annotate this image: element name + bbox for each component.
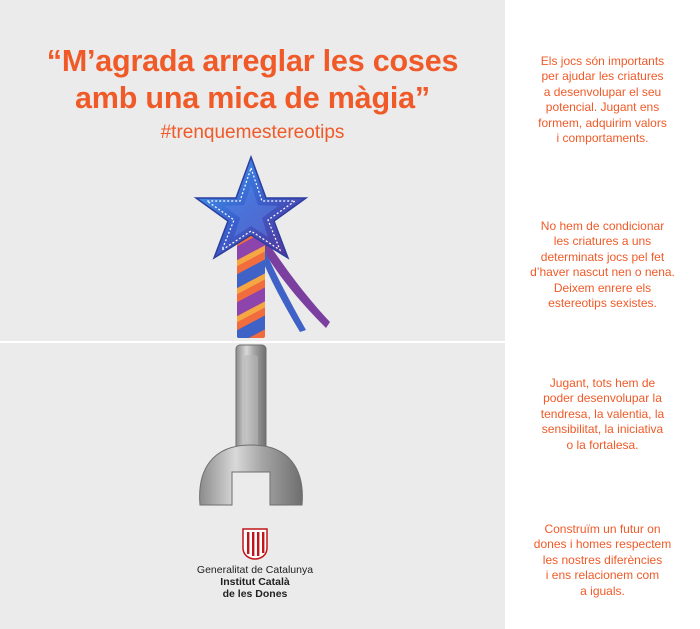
paragraph-4 — [505, 522, 700, 599]
generalitat-logo-icon — [242, 528, 268, 560]
paragraph-line: estereotips sexistes. — [548, 296, 657, 311]
org-name-line-1: Generalitat de Catalunya — [196, 564, 314, 576]
paragraph-line: d’haver nascut nen o nena. — [530, 265, 675, 280]
paragraph-line: Els jocs són importants — [540, 54, 665, 68]
organization-logo — [190, 528, 320, 600]
paragraph-line: sensibilitat, la iniciativa — [541, 422, 664, 437]
paragraph-3 — [505, 376, 700, 453]
org-name-line-2: Institut Català — [220, 576, 290, 588]
paragraph-line: Jugant, tots hem de — [549, 376, 656, 390]
paragraph-line: potencial. Jugant ens — [545, 100, 660, 115]
paragraph-line: per ajudar les criatures — [541, 69, 664, 84]
paragraph-line: o la fortalesa. — [566, 437, 639, 452]
org-name-line-3: de les Dones — [222, 588, 288, 600]
paragraph-2 — [505, 219, 700, 311]
paragraph-line: i ens relacionem com — [545, 568, 660, 583]
hashtag: #trenquemestereotips — [160, 122, 345, 143]
paragraph-line: determinats jocs pel fet — [540, 249, 665, 264]
paragraph-line: a desenvolupar el seu — [543, 84, 662, 99]
paragraph-line: a iguals. — [580, 583, 625, 598]
paragraph-line: les criatures a uns — [553, 234, 652, 249]
paragraph-line: Deixem enrere els — [553, 280, 652, 295]
paragraph-line: poder desenvolupar la — [543, 391, 662, 406]
wrench-icon — [200, 345, 303, 505]
paragraph-line: i comportaments. — [556, 131, 649, 146]
paragraph-line: Construïm un futur on — [544, 522, 661, 536]
paragraph-1 — [505, 54, 700, 146]
wand-ribbons — [256, 234, 330, 332]
headline-line-1: “M’agrada arreglar les coses — [46, 44, 459, 78]
paragraph-line: No hem de condicionar — [540, 219, 665, 233]
paragraph-line: dones i homes respectem — [533, 537, 672, 552]
paragraph-line: tendresa, la valentia, la — [540, 406, 665, 421]
paragraph-line: formem, adquirim valors — [538, 115, 667, 130]
paragraph-line: les nostres diferències — [542, 552, 663, 567]
headline-line-2: amb una mica de màgia” — [75, 81, 430, 115]
